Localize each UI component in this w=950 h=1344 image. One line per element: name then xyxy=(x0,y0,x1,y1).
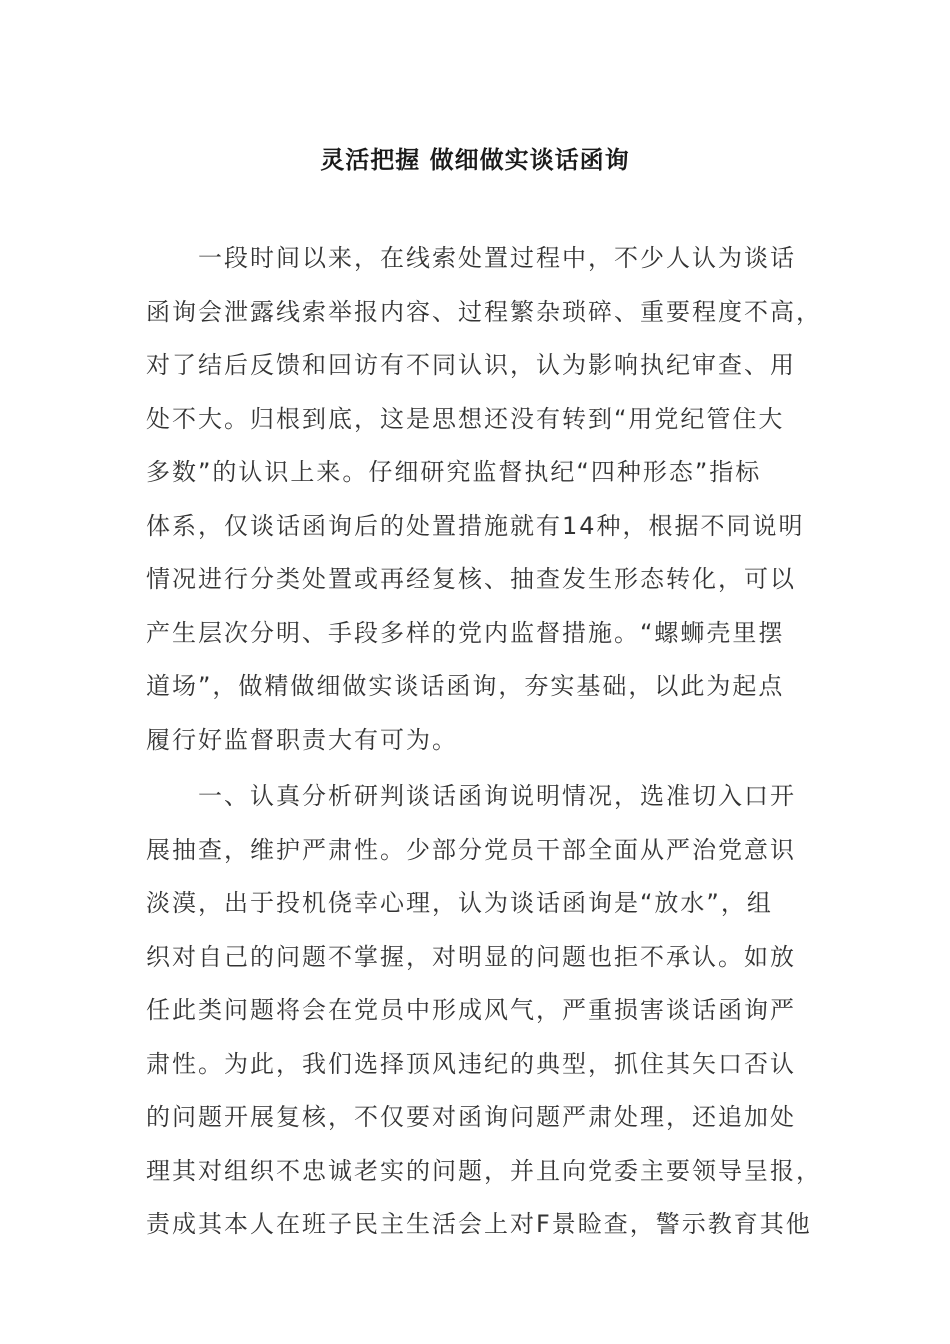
paragraph-1-line: 多数”的认识上来。仔细研究监督执纪“四种形态”指标 xyxy=(146,458,762,486)
paragraph-1-line: 情况进行分类处置或再经复核、抽查发生形态转化，可以 xyxy=(146,565,796,593)
paragraph-2-line: 一、认真分析研判谈话函询说明情况，选准切入口开 xyxy=(146,782,796,810)
paragraph-2-line: 淡漠，出于投机侥幸心理，认为谈话函询是“放水”，组 xyxy=(146,889,773,917)
document-title: 灵活把握 做细做实谈话函询 xyxy=(320,146,630,174)
paragraph-1-line: 道场”，做精做细做实谈话函询，夯实基础，以此为起点 xyxy=(146,672,785,700)
paragraph-2-line: 理其对组织不忠诚老实的问题，并且向党委主要领导呈报， xyxy=(146,1156,822,1185)
paragraph-1-line: 函询会泄露线索举报内容、过程繁杂琐碎、重要程度不高， xyxy=(146,297,822,326)
paragraph-2-line: 的问题开展复核，不仅要对函询问题严肃处理，还追加处 xyxy=(146,1103,796,1131)
paragraph-2-line: 责成其本人在班子民主生活会上对F景睑查，警示教育其他 xyxy=(146,1210,812,1238)
paragraph-1-line: 处不大。归根到底，这是思想还没有转到“用党纪管住大 xyxy=(146,404,785,433)
paragraph-1-line: 体系，仅谈话函询后的处置措施就有14种，根据不同说明 xyxy=(146,511,805,540)
paragraph-1-line: 一段时间以来，在线索处置过程中，不少人认为谈话 xyxy=(146,244,796,272)
paragraph-1-line: 对了结后反馈和回访有不同认识，认为影响执纪审查、用 xyxy=(146,351,796,379)
paragraph-2-line: 织对自己的问题不掌握，对明显的问题也拒不承认。如放 xyxy=(146,942,796,971)
paragraph-2-line: 肃性。为此，我们选择顶风违纪的典型，抓住其矢口否认 xyxy=(146,1049,796,1078)
document-body xyxy=(146,240,822,1260)
paragraph-2-line: 展抽查，维护严肃性。少部分党员干部全面从严治党意识 xyxy=(146,835,796,864)
paragraph-2-line: 任此类问题将会在党员中形成风气，严重损害谈话函询严 xyxy=(146,996,796,1024)
paragraph-1-line: 产生层次分明、手段多样的党内监督措施。“螺蛳壳里摆 xyxy=(146,618,785,647)
paragraph-1-line: 履行好监督职责大有可为。 xyxy=(146,725,458,754)
